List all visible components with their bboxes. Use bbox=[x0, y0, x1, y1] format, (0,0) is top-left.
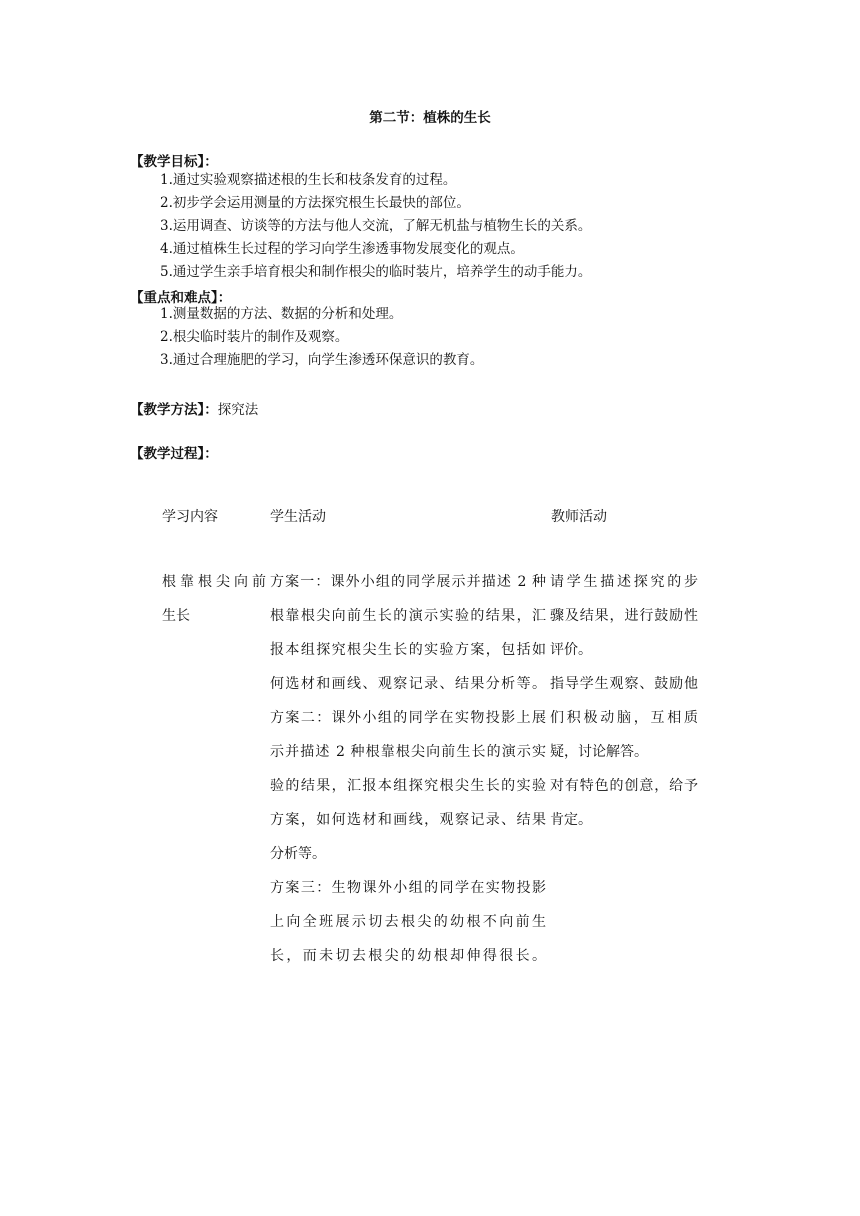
column-header-content: 学习内容 bbox=[162, 509, 218, 525]
content-cell bbox=[162, 565, 266, 633]
method-heading: 【教学方法】： bbox=[130, 402, 218, 418]
process-heading: 【教学过程】： bbox=[130, 446, 218, 462]
student-line: 根靠根尖向前生长的演示实验的结果，汇 bbox=[270, 608, 546, 624]
goal-item: 4.通过植株生长过程的学习向学生渗透事物发展变化的观点。 bbox=[160, 241, 524, 257]
student-line: 分析等。 bbox=[270, 846, 326, 862]
method-value: 探究法 bbox=[217, 402, 259, 418]
student-line: 报本组探究根尖生长的实验方案，包括如 bbox=[270, 642, 546, 658]
teacher-line: 指导学生观察、鼓励他 bbox=[550, 676, 698, 692]
key-points-list bbox=[160, 303, 483, 372]
goal-item: 1.通过实验观察描述根的生长和枝条发育的过程。 bbox=[160, 172, 457, 188]
teacher-line: 肯定。 bbox=[550, 812, 592, 828]
student-line: 方案三：生物课外小组的同学在实物投影 bbox=[270, 880, 546, 896]
key-points-heading: 【重点和难点】： bbox=[130, 290, 232, 306]
content-line: 生长 bbox=[162, 608, 190, 624]
column-header-student: 学生活动 bbox=[270, 509, 326, 525]
page-title: 第二节：植株的生长 bbox=[369, 110, 491, 126]
key-point-item: 2.根尖临时装片的制作及观察。 bbox=[160, 329, 349, 345]
goal-item: 5.通过学生亲手培育根尖和制作根尖的临时装片，培养学生的动手能力。 bbox=[160, 264, 592, 280]
key-point-item: 3.通过合理施肥的学习，向学生渗透环保意识的教育。 bbox=[160, 352, 484, 368]
student-line: 何选材和画线、观察记录、结果分析等。 bbox=[270, 676, 546, 692]
teacher-line: 请学生描述探究的步 bbox=[550, 574, 698, 590]
student-line: 方案二：课外小组的同学在实物投影上展 bbox=[270, 710, 546, 726]
column-header-teacher: 教师活动 bbox=[551, 509, 607, 525]
student-line: 验的结果，汇报本组探究根尖生长的实验 bbox=[270, 778, 546, 794]
goal-item: 3.运用调查、访谈等的方法与他人交流，了解无机盐与植物生长的关系。 bbox=[160, 218, 592, 234]
student-line: 上向全班展示切去根尖的幼根不向前生 bbox=[270, 914, 546, 930]
student-line: 长，而未切去根尖的幼根却伸得很长。 bbox=[270, 948, 546, 964]
key-point-item: 1.测量数据的方法、数据的分析和处理。 bbox=[160, 306, 403, 322]
teacher-line: 疑，讨论解答。 bbox=[550, 744, 648, 760]
student-line: 方案一：课外小组的同学展示并描述 2 种 bbox=[270, 574, 546, 590]
student-line: 方案，如何选材和画线，观察记录、结果 bbox=[270, 812, 546, 828]
teacher-line: 骤及结果，进行鼓励性 bbox=[550, 608, 698, 624]
student-line: 示并描述 2 种根靠根尖向前生长的演示实 bbox=[270, 744, 546, 760]
teacher-line: 们积极动脑，互相质 bbox=[550, 710, 698, 726]
teacher-activity-cell bbox=[550, 565, 698, 837]
teacher-line: 对有特色的创意，给予 bbox=[550, 778, 698, 794]
content-line: 根靠根尖向前 bbox=[162, 574, 266, 590]
goal-item: 2.初步学会运用测量的方法探究根生长最快的部位。 bbox=[160, 195, 470, 211]
student-activity-cell bbox=[270, 565, 546, 973]
goals-list bbox=[160, 169, 591, 284]
teacher-line: 评价。 bbox=[550, 642, 592, 658]
goals-heading: 【教学目标】： bbox=[130, 154, 218, 170]
method-line bbox=[130, 398, 258, 418]
